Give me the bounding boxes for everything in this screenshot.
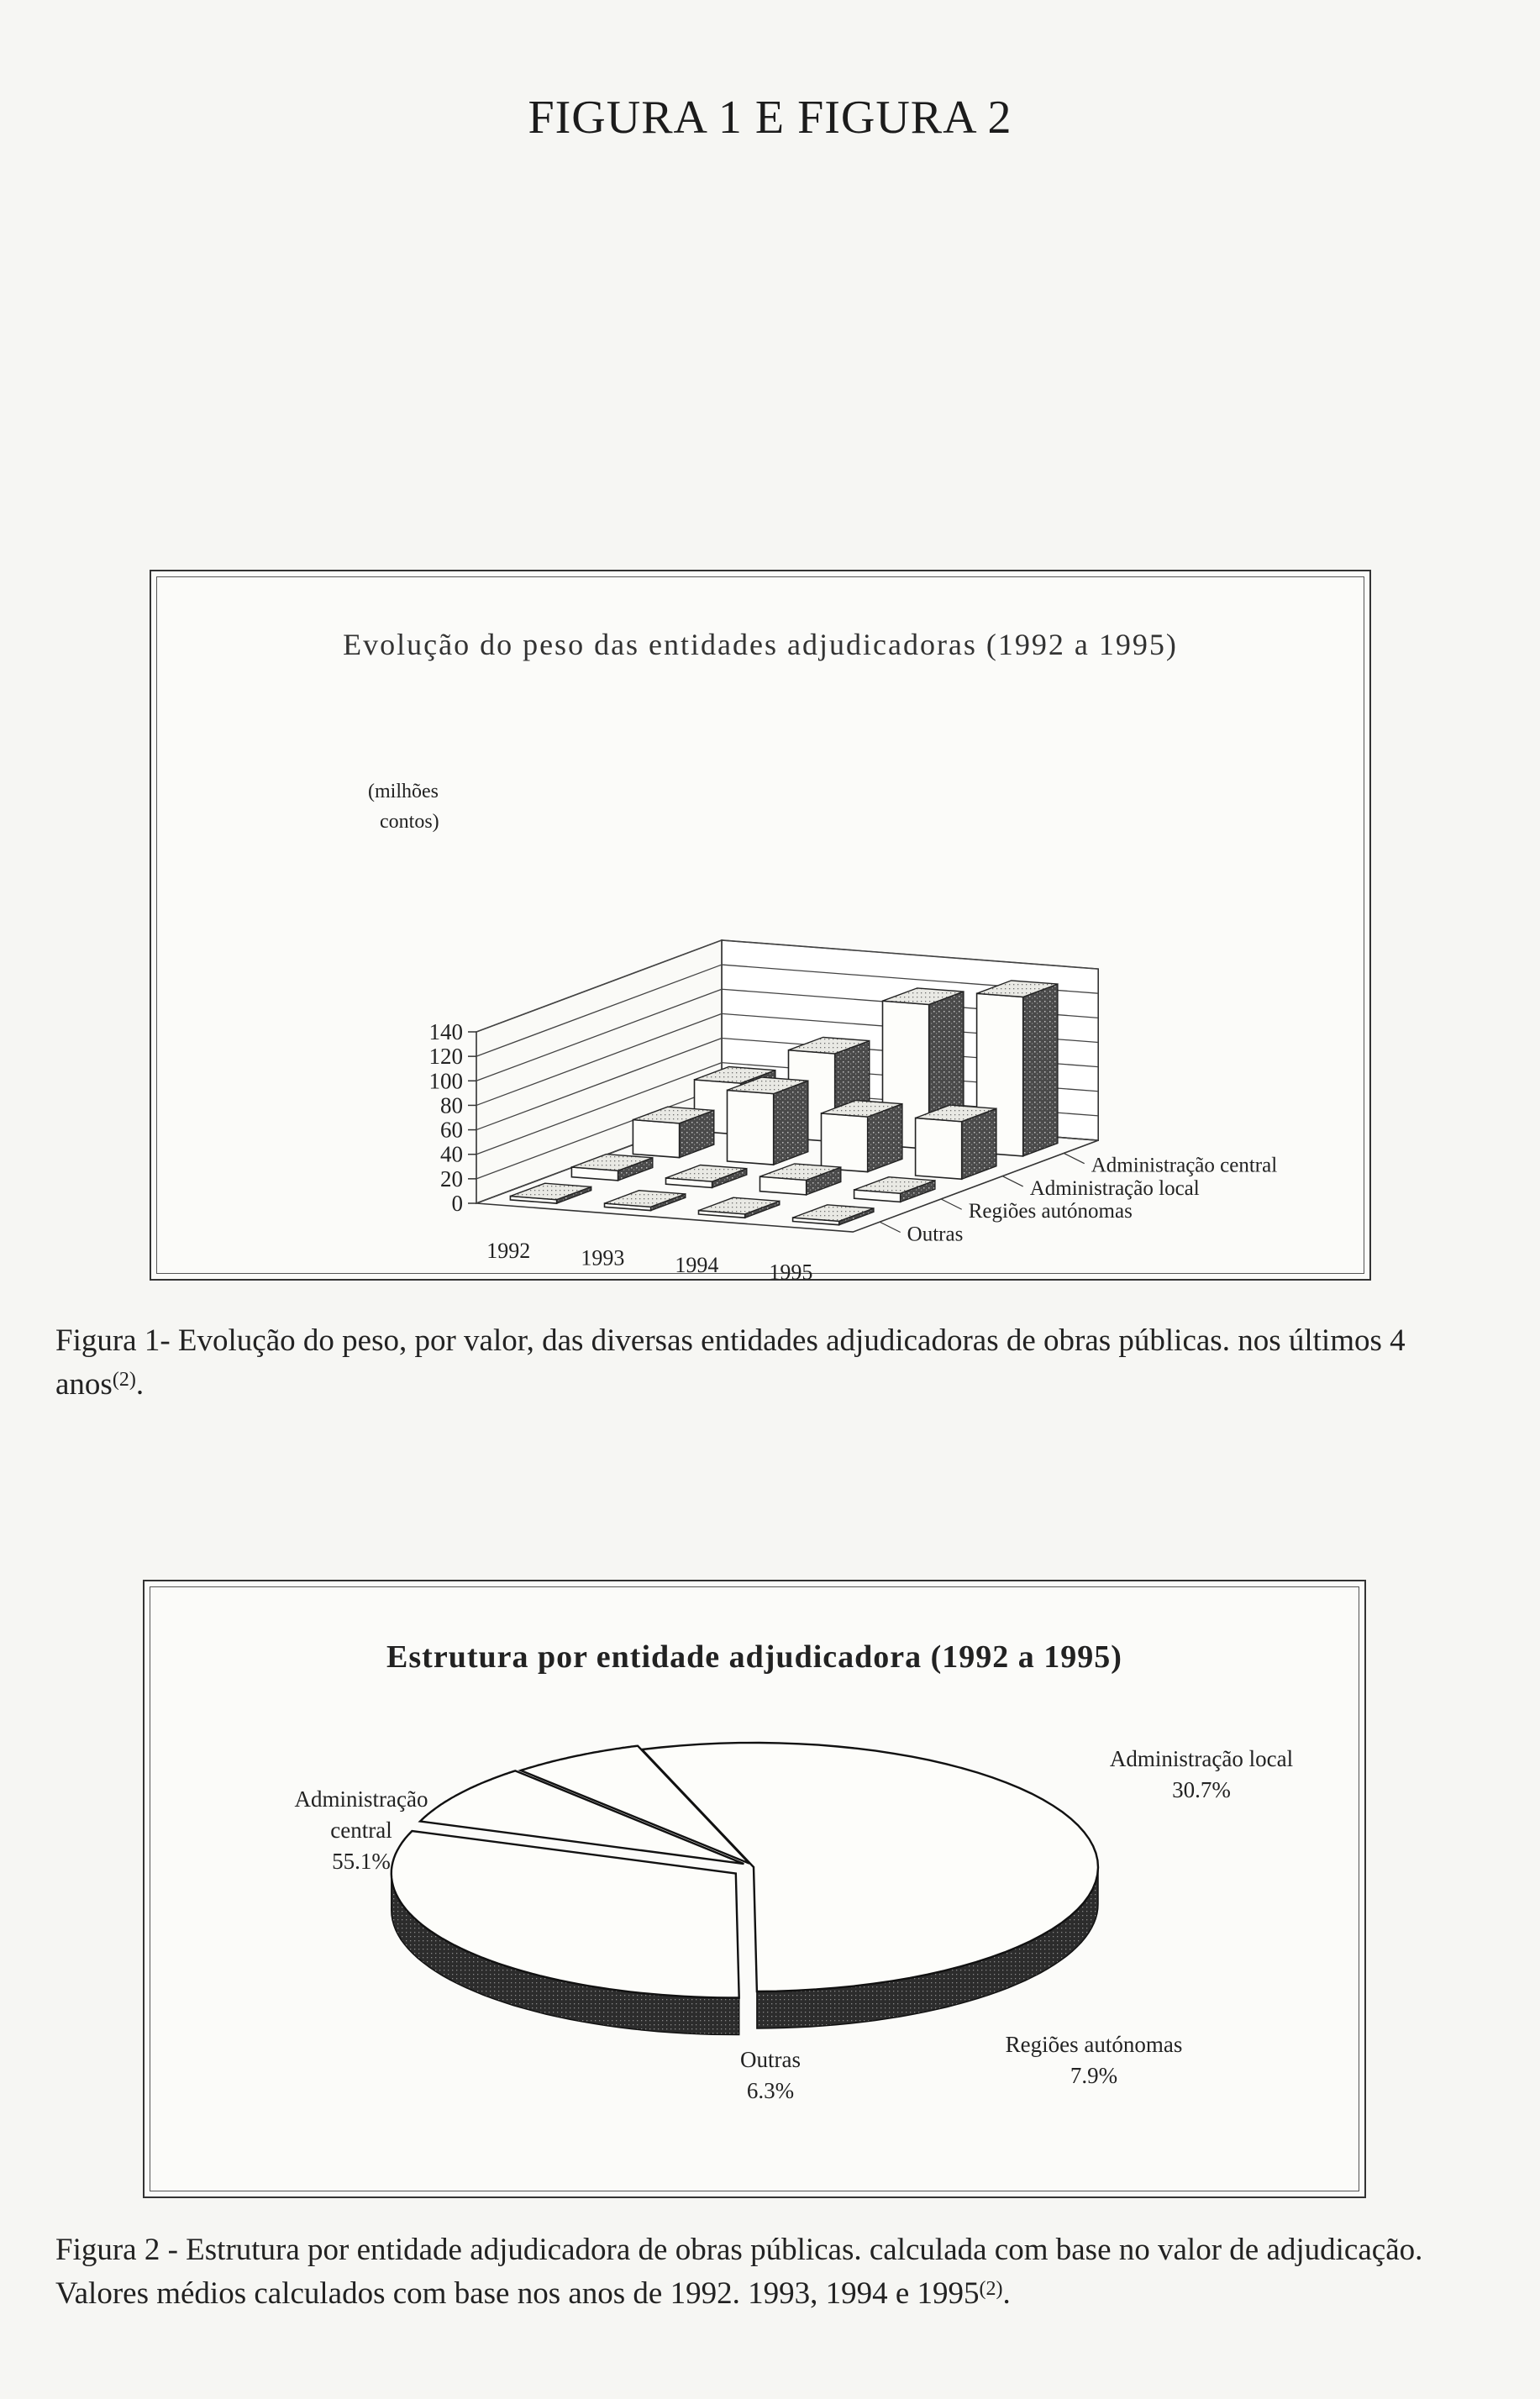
pie-label: Regiões autónomas	[1005, 2032, 1183, 2057]
x-tick-label: 1994	[675, 1252, 719, 1277]
bar	[633, 1120, 679, 1158]
figure-1-caption	[55, 1319, 1484, 1407]
pie-label: 30.7%	[1172, 1777, 1231, 1802]
bar-top	[793, 1205, 874, 1222]
y-tick-label: 140	[428, 1019, 463, 1044]
y-axis-label-line1: (milhões	[368, 781, 439, 802]
pie-label: central	[330, 1818, 392, 1843]
bar-regi-es-aut-nomas-1995	[854, 1177, 935, 1202]
pie-label: 7.9%	[1070, 2063, 1118, 2088]
y-tick-label: 20	[440, 1165, 463, 1192]
x-axis	[486, 1239, 812, 1285]
bar-side	[1023, 984, 1058, 1156]
bar-regi-es-aut-nomas-1993	[666, 1165, 747, 1188]
bar-chart-3d	[151, 571, 1369, 1285]
bar-top	[605, 1191, 686, 1207]
figure-2-caption-end: .	[1002, 2276, 1011, 2311]
pie-label: 55.1%	[332, 1849, 391, 1874]
figure-2-caption-text: Figura 2 - Estrutura por entidade adjudicadora de obras públicas. calculada com base no valor de adjudicação. Valores médios calculados com base nos anos de 1992. 1993, 1994 e 1995	[55, 2233, 1423, 2311]
figure-2-caption	[55, 2228, 1484, 2316]
series-label: Administração central	[1091, 1154, 1278, 1177]
bar-outras-1993	[605, 1191, 686, 1211]
x-tick-label: 1995	[769, 1260, 813, 1285]
series-label: Outras	[907, 1223, 964, 1246]
series-label-leader	[1003, 1176, 1023, 1186]
bar-chart-title: Evolução do peso das entidades adjudicadoras (1992 a 1995)	[343, 628, 1178, 661]
y-tick-label: 60	[440, 1117, 463, 1143]
figure-2-caption-note: (2)	[979, 2278, 1003, 2300]
bar-outras-1995	[793, 1205, 874, 1225]
bar-outras-1994	[699, 1197, 780, 1218]
figure-1-caption-note: (2)	[112, 1369, 136, 1391]
pie-label: 6.3%	[746, 2078, 795, 2103]
pie-chart-3d	[145, 1581, 1364, 2196]
series-label: Administração local	[1029, 1176, 1200, 1200]
y-tick-label: 120	[428, 1044, 463, 1070]
y-tick-label: 80	[440, 1092, 463, 1118]
pie-chart-title: Estrutura por entidade adjudicadora (1992 a 1995)	[386, 1639, 1122, 1675]
y-tick-label: 40	[440, 1141, 463, 1167]
pie-label: Outras	[740, 2047, 801, 2072]
series-label: Regiões autónomas	[968, 1200, 1133, 1223]
bar-administra-o-local-1995	[916, 1105, 996, 1179]
y-tick-label: 0	[451, 1191, 463, 1216]
bar-top	[699, 1197, 780, 1214]
y-tick-label: 100	[428, 1068, 463, 1094]
x-tick-label: 1993	[581, 1245, 625, 1271]
bar	[916, 1118, 962, 1180]
bar-regi-es-aut-nomas-1994	[760, 1164, 841, 1195]
series-label-leader	[942, 1199, 962, 1209]
bar	[728, 1090, 774, 1165]
figure-1-frame	[150, 570, 1371, 1285]
x-tick-label: 1992	[486, 1238, 531, 1263]
series-label-leader	[1064, 1154, 1085, 1164]
bar	[822, 1113, 868, 1172]
bar-administra-o-local-1993	[728, 1077, 808, 1165]
figure-1-caption-text: Figura 1- Evolução do peso, por valor, das diversas entidades adjudicadoras de obras públicas. nos últimos 4 anos	[55, 1323, 1406, 1402]
bar-side	[774, 1081, 808, 1165]
bar-administra-o-local-1994	[822, 1101, 902, 1172]
figure-1-caption-end: .	[135, 1367, 145, 1402]
series-label-leader	[880, 1222, 901, 1232]
pie-label: Administração local	[1109, 1746, 1294, 1771]
figure-2-frame	[143, 1580, 1366, 2198]
y-axis-label-line2: contos)	[380, 811, 439, 833]
pie-label: Administração	[294, 1786, 428, 1812]
page-title: FIGURA 1 E FIGURA 2	[528, 92, 1012, 144]
